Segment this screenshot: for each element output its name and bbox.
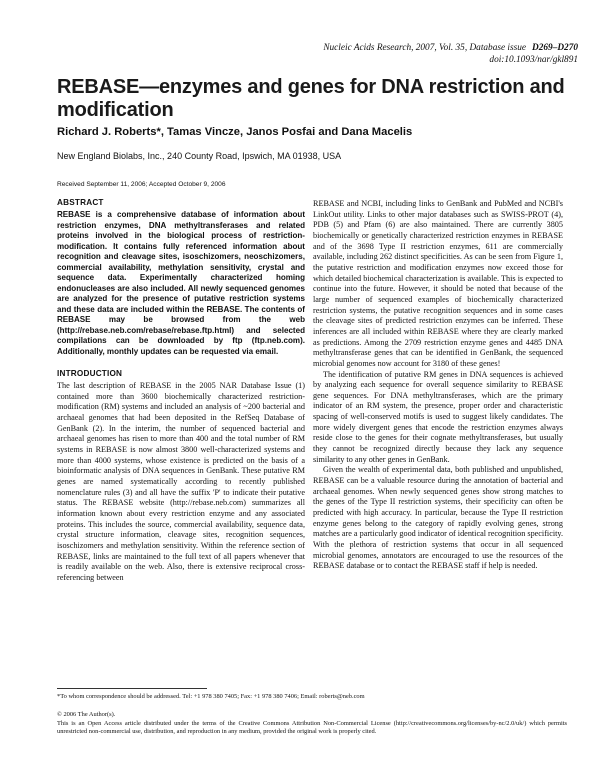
copyright-block [57,711,567,737]
journal-reference [323,42,578,66]
page-range: D269–D270 [532,43,578,53]
body-paragraph-1: REBASE and NCBI, including links to GenBank and PubMed and NCBI's LinkOut utility. Links to other major databases such as SWISS-PROT (4), PDB (5) and Pfam (6) are also maintained. There are currently 3805 biochemically or genetically characterized restriction enzymes in REBASE and of the 3698 Type II restriction enzymes, 611 are commercially available, including 262 distinct specificities. As can be seen from Figure 1, the putative restriction and modification enzymes now exceed those for which detailed biochemical characterization is available. This is expected to continue into the future. However, it should be noted that because of the large number of sequenced examples of biochemically characterized restriction systems, the putative recognition sequences and in some cases the cleavage sites of predicted restriction enzymes can be inferred. These inferences are all included within REBASE where they are clearly marked as predictions. Among the 2709 restriction enzyme genes and 4485 DNA methyltransferase genes that can be identified in GenBank, the sequenced microbial genomes now account for 3180 of these genes! [313,199,563,368]
body-paragraph-3: Given the wealth of experimental data, both published and unpublished, REBASE can be a valuable resource during the annotation of bacterial and archaeal genomes. When newly sequenced genes show strong matches to the genes of the Type II restriction systems, their specificity can often be predicted with high accuracy. In particular, because the Type II restriction enzyme genes belong to the category of rapidly evolving genes, strong matches are a particularly good indicator of identical recognition specificity. With the plethora of restriction systems that occur in all sequenced microbial genomes, annotators are encouraged to use the resources of the REBASE database or to contact the REBASE staff if help is needed. [313,465,563,571]
received-dates: Received September 11, 2006; Accepted October 9, 2006 [57,181,226,188]
authors: Richard J. Roberts*, Tamas Vincze, Janos Posfai and Dana Macelis [57,126,413,138]
journal-line [323,42,578,54]
doi: doi:10.1093/nar/gkl891 [489,55,578,65]
license-text: This is an Open Access article distributed under the terms of the Creative Commons Attribution Non-Commercial License (http://creativecommons.org/licenses/by-nc/2.0/uk/) which permits unrestricted non-commercial use, distribution, and reproduction in any medium, provided the original work is properly cited. [57,719,567,736]
introduction-paragraph: The last description of REBASE in the 2005 NAR Database Issue (1) contained more than 3600 biochemically characterized restriction-modification (RM) systems and included an analysis of ~200 bacterial and archaeal genomes that had been deposited in the RefSeq Database of GenBank (2). In the interim, the number of sequenced bacterial and archaeal genomes has risen to more than 400 and the total number of RM systems in REBASE is now almost 3800 well-characterized systems and more than 4000 systems, whose existence is predicted on the basis of a bioinformatic analysis of DNA sequences in GenBank. These putative RM genes are named systematically according to recently published nomenclature rules (3) and all have the suffix 'P' to indicate their putative status. The REBASE website (http://rebase.neb.com) summarizes all information known about every restriction enzyme and any associated proteins. This includes the source, commercial availability, sequence data, crystal structure information, cleavage sites, recognition sequences, isoschizomers and methylation sensitivity. Within the reference section of REBASE, links are maintained to the full text of all papers whenever that is readily available on the web. Also, there is extensive reciprocal cross-referencing between [57,381,305,582]
left-column [57,198,305,583]
correspondence-footnote: *To whom correspondence should be addressed. Tel: +1 978 380 7405; Fax: +1 978 380 7406; Email: roberts@neb.com [57,693,365,700]
introduction-heading: INTRODUCTION [57,369,123,378]
right-column [313,199,563,572]
affiliation: New England Biolabs, Inc., 240 County Road, Ipswich, MA 01938, USA [57,151,342,161]
paper-title: REBASE—enzymes and genes for DNA restriction and modification [57,76,565,121]
body-paragraph-2: The identification of putative RM genes in DNA sequences is achieved by analyzing each sequence for overall sequence similarity to REBASE gene sequences. For DNA methyltransferases, which are the primary indicator of an RM system, the presence, proper order and characteristic spacing of well-conserved motifs is used to suggest likely candidates. The more widely divergent genes that encode the restriction enzymes always reside close to the genes for their cognate methyltransferases, but usually they cannot be recognized directly because they lack any sequence similarity to any other genes in GenBank. [313,369,563,464]
abstract-heading: ABSTRACT [57,198,104,207]
journal-citation: Nucleic Acids Research, 2007, Vol. 35, Database issue [323,43,527,53]
abstract-text: REBASE is a comprehensive database of information about restriction enzymes, DNA methyltransferases and related proteins involved in the biological process of restriction-modification. It contains fully referenced information about recognition and cleavage sites, isoschizomers, neoschizomers, commercial availability, methylation sensitivity, crystal and sequence data. Experimentally characterized homing endonucleases are also included. All newly sequenced genomes are analyzed for the presence of putative restriction systems and these data are included within the REBASE. The contents of REBASE may be browsed from the web (http://rebase.neb.com/rebase/rebase.ftp.html) and selected compilations can be downloaded by ftp (ftp.neb.com). Additionally, monthly updates can be requested via email. [57,210,305,356]
copyright-line: © 2006 The Author(s). [57,711,116,718]
footnote-divider [57,688,207,689]
